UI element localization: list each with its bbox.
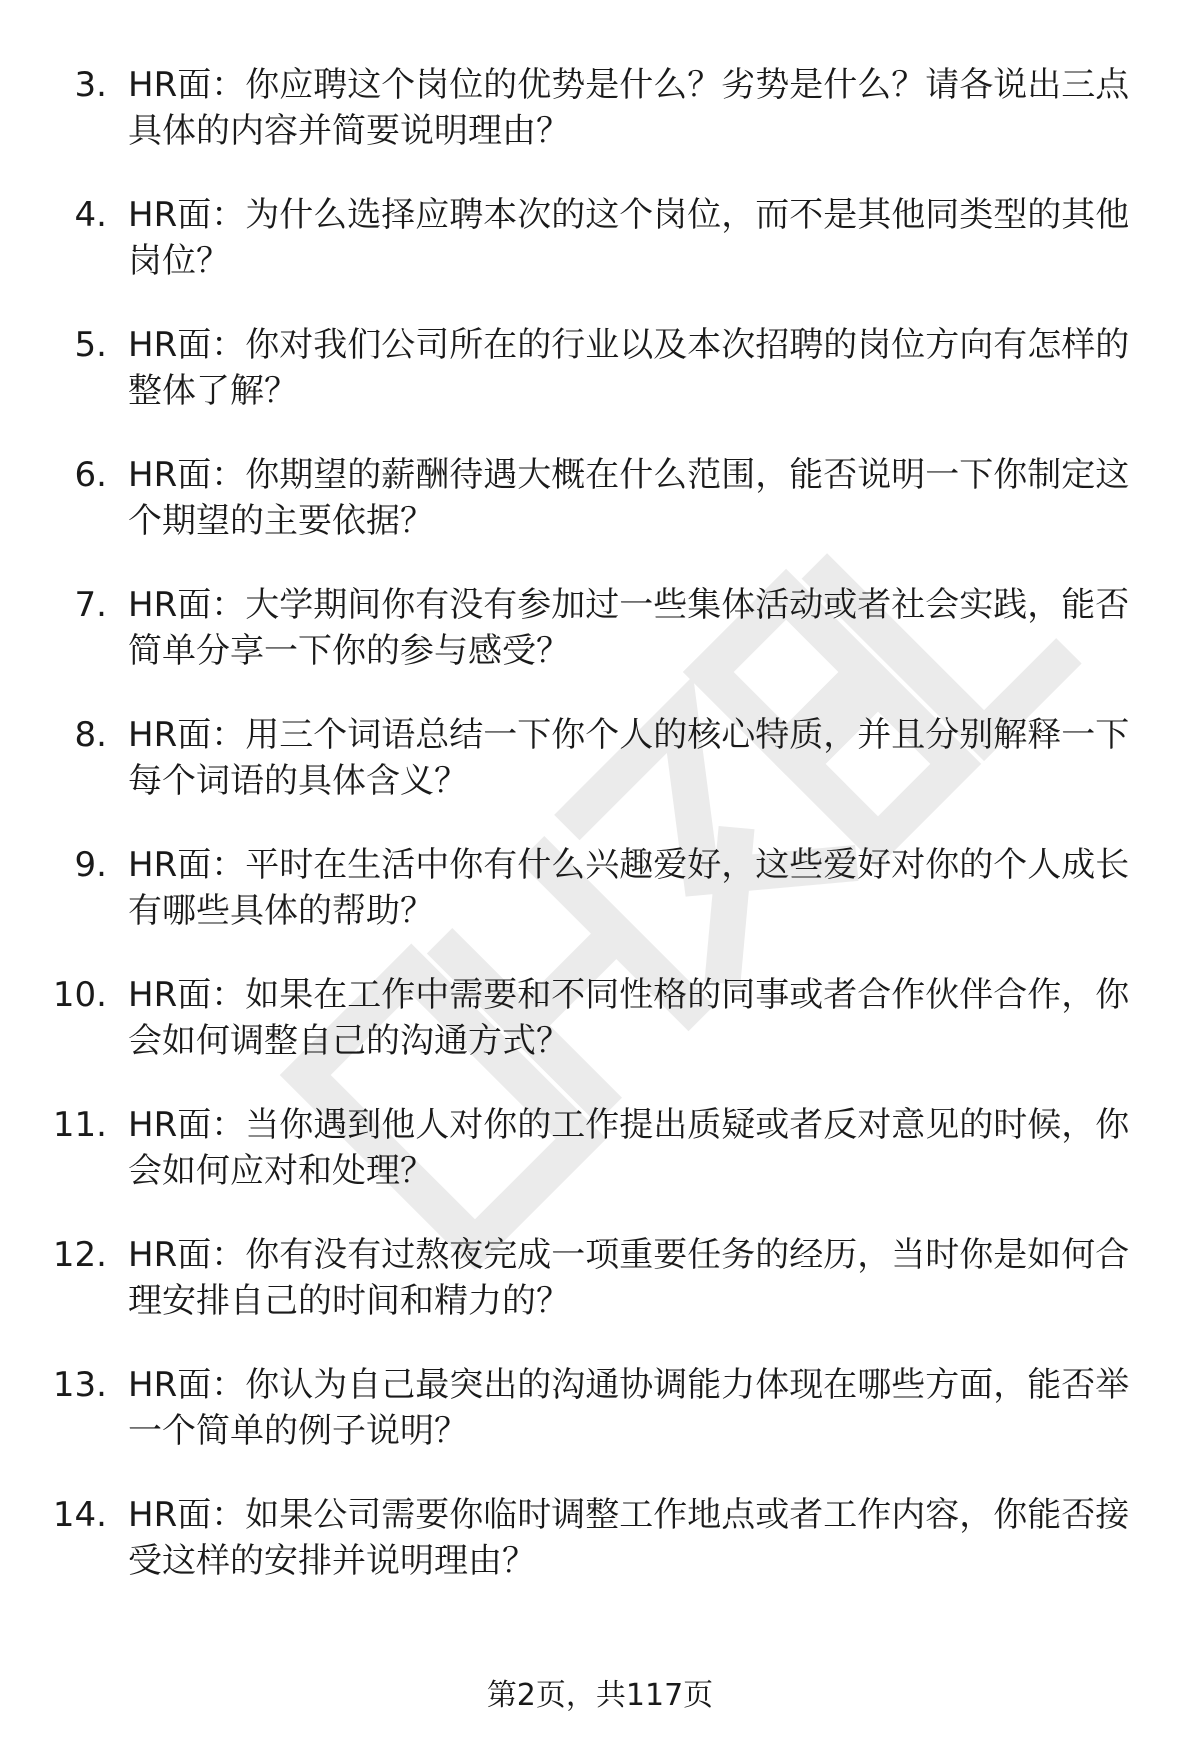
question-text: HR面：你对我们公司所在的行业以及本次招聘的岗位方向有怎样的整体了解？ bbox=[128, 325, 1130, 411]
question-text: HR面：你期望的薪酬待遇大概在什么范围，能否说明一下你制定这个期望的主要依据？ bbox=[128, 455, 1130, 541]
question-number: 13. bbox=[52, 1365, 107, 1405]
question-number: 7. bbox=[74, 585, 107, 625]
question-text: HR面：如果在工作中需要和不同性格的同事或者合作伙伴合作，你会如何调整自己的沟通方式？ bbox=[128, 975, 1130, 1061]
question-text: HR面：如果公司需要你临时调整工作地点或者工作内容，你能否接受这样的安排并说明理由？ bbox=[128, 1495, 1130, 1581]
question-item bbox=[0, 452, 1200, 582]
question-number: 6. bbox=[74, 455, 107, 495]
question-text: HR面：用三个词语总结一下你个人的核心特质，并且分别解释一下每个词语的具体含义？ bbox=[128, 715, 1130, 801]
question-text: HR面：你应聘这个岗位的优势是什么？劣势是什么？请各说出三点具体的内容并简要说明理由？ bbox=[128, 65, 1130, 151]
question-text: HR面：平时在生活中你有什么兴趣爱好，这些爱好对你的个人成长有哪些具体的帮助？ bbox=[128, 845, 1130, 931]
question-text: HR面：你认为自己最突出的沟通协调能力体现在哪些方面，能否举一个简单的例子说明？ bbox=[128, 1365, 1130, 1451]
question-item bbox=[0, 1102, 1200, 1232]
question-list bbox=[0, 62, 1200, 1622]
question-item bbox=[0, 972, 1200, 1102]
question-item bbox=[0, 712, 1200, 842]
question-text: HR面：当你遇到他人对你的工作提出质疑或者反对意见的时候，你会如何应对和处理？ bbox=[128, 1105, 1130, 1191]
question-number: 5. bbox=[74, 325, 107, 365]
question-number: 10. bbox=[52, 975, 107, 1015]
question-item bbox=[0, 1232, 1200, 1362]
question-number: 4. bbox=[74, 195, 107, 235]
question-item bbox=[0, 1492, 1200, 1622]
question-number: 3. bbox=[74, 65, 107, 105]
question-item bbox=[0, 322, 1200, 452]
question-item bbox=[0, 192, 1200, 322]
question-number: 12. bbox=[52, 1235, 107, 1275]
question-number: 9. bbox=[74, 845, 107, 885]
question-number: 14. bbox=[52, 1495, 107, 1535]
question-item bbox=[0, 62, 1200, 192]
question-text: HR面：为什么选择应聘本次的这个岗位，而不是其他同类型的其他岗位？ bbox=[128, 195, 1130, 281]
question-number: 11. bbox=[52, 1105, 107, 1145]
question-item bbox=[0, 842, 1200, 972]
page-number-footer: 第2页，共117页 bbox=[486, 1678, 714, 1713]
question-item bbox=[0, 582, 1200, 712]
question-number: 8. bbox=[74, 715, 107, 755]
question-text: HR面：大学期间你有没有参加过一些集体活动或者社会实践，能否简单分享一下你的参与感受？ bbox=[128, 585, 1130, 671]
question-item bbox=[0, 1362, 1200, 1492]
question-text: HR面：你有没有过熬夜完成一项重要任务的经历，当时你是如何合理安排自己的时间和精力的？ bbox=[128, 1235, 1130, 1321]
